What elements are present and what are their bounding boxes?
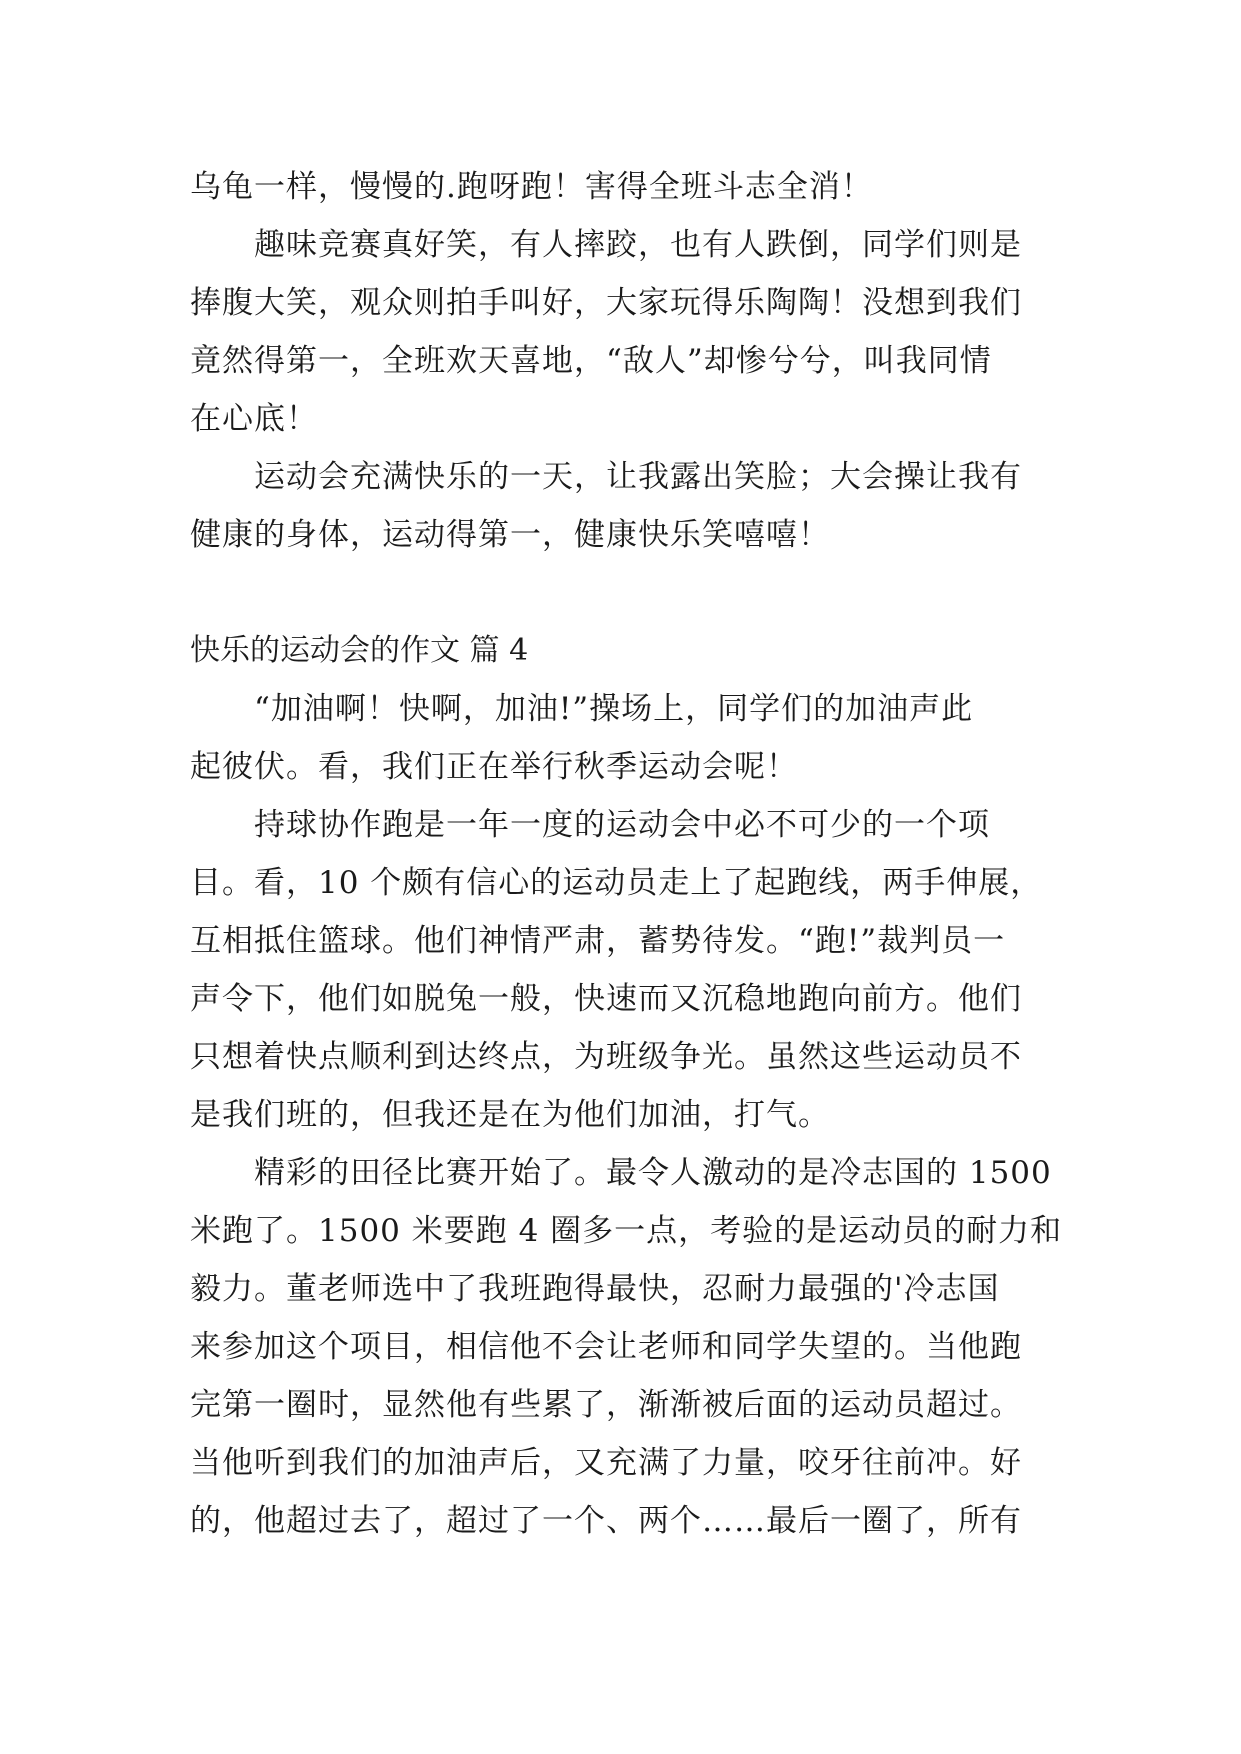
text-line: 趣味竞赛真好笑，有人摔跤，也有人跌倒，同学们则是 xyxy=(254,227,1022,263)
paragraph xyxy=(190,158,1050,216)
text-line: 完第一圈时，显然他有些累了，渐渐被后面的运动员超过。 xyxy=(190,1387,1022,1423)
text-line: 持球协作跑是一年一度的运动会中必不可少的一个项 xyxy=(254,807,990,843)
document-page xyxy=(190,158,1063,1550)
paragraph xyxy=(190,448,1050,564)
text-line: 精彩的田径比赛开始了。最令人激动的是冷志国的 1500 xyxy=(254,1155,1052,1191)
text-line: 米跑了。1500 米要跑 4 圈多一点，考验的是运动员的耐力和 xyxy=(190,1213,1063,1249)
text-line: 起彼伏。看，我们正在举行秋季运动会呢！ xyxy=(190,749,798,785)
text-line: 互相抵住篮球。他们神情严肃，蓄势待发。“跑!”裁判员一 xyxy=(190,923,1006,959)
text-line: 是我们班的，但我还是在为他们加油，打气。 xyxy=(190,1097,830,1133)
text-line: 运动会充满快乐的一天，让我露出笑脸；大会操让我有 xyxy=(254,459,1022,495)
text-line: 乌龟一样，慢慢的.跑呀跑！害得全班斗志全消！ xyxy=(190,169,873,205)
paragraph xyxy=(190,680,1050,796)
section-heading: 快乐的运动会的作文 篇 4 xyxy=(190,633,529,668)
text-line: 来参加这个项目，相信他不会让老师和同学失望的。当他跑 xyxy=(190,1329,1022,1365)
text-line: “加油啊！快啊，加油!”操场上，同学们的加油声此 xyxy=(254,691,974,727)
text-line: 毅力。董老师选中了我班跑得最快，忍耐力最强的'冷志国 xyxy=(190,1271,1000,1307)
text-line: 竟然得第一，全班欢天喜地，“敌人”却惨兮兮，叫我同情 xyxy=(190,343,992,379)
text-line: 健康的身体，运动得第一，健康快乐笑嘻嘻！ xyxy=(190,517,830,553)
text-line: 当他听到我们的加油声后，又充满了力量，咬牙往前冲。好 xyxy=(190,1445,1022,1481)
text-line: 目。看，10 个颇有信心的运动员走上了起跑线，两手伸展， xyxy=(190,865,1043,901)
paragraph xyxy=(190,216,1050,448)
text-line: 在心底！ xyxy=(190,401,318,437)
text-line: 捧腹大笑，观众则拍手叫好，大家玩得乐陶陶！没想到我们 xyxy=(190,285,1022,321)
paragraph xyxy=(190,1144,1063,1550)
text-line: 的，他超过去了，超过了一个、两个……最后一圈了，所有 xyxy=(190,1503,1022,1539)
text-line: 声令下，他们如脱兔一般，快速而又沉稳地跑向前方。他们 xyxy=(190,981,1022,1017)
paragraph xyxy=(190,796,1050,1144)
text-line: 只想着快点顺利到达终点，为班级争光。虽然这些运动员不 xyxy=(190,1039,1022,1075)
